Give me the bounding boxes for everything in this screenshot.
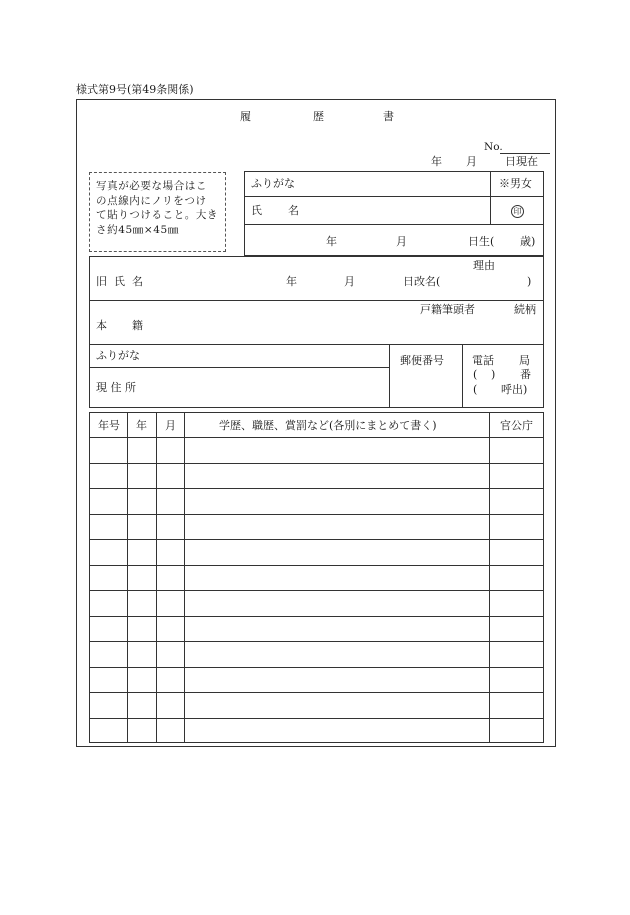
- history-cell-era[interactable]: [90, 566, 126, 590]
- postal-code-label: 郵便番号: [400, 354, 444, 367]
- domicile-label-2: 籍: [132, 319, 143, 332]
- history-cell-month[interactable]: [157, 719, 183, 743]
- birth-day: 日生(: [468, 235, 495, 248]
- former-name-year: 年: [286, 275, 297, 288]
- history-cell-month[interactable]: [157, 464, 183, 488]
- history-cell-era[interactable]: [90, 489, 126, 513]
- history-cell-description[interactable]: [185, 464, 488, 488]
- history-cell-year[interactable]: [128, 540, 155, 564]
- history-cell-year[interactable]: [128, 668, 155, 692]
- history-cell-office[interactable]: [490, 515, 543, 539]
- history-cell-year[interactable]: [128, 642, 155, 666]
- history-cell-month[interactable]: [157, 642, 183, 666]
- history-cell-year[interactable]: [128, 566, 155, 590]
- history-cell-month[interactable]: [157, 693, 183, 717]
- history-cell-era[interactable]: [90, 617, 126, 641]
- history-cell-year[interactable]: [128, 489, 155, 513]
- name-label-1: 氏: [251, 204, 262, 217]
- photo-note-line-3: て貼りつけること。大き: [96, 209, 219, 221]
- former-name-close: ): [527, 275, 532, 288]
- history-cell-era[interactable]: [90, 591, 126, 615]
- relation-label: 続柄: [514, 303, 536, 316]
- former-name-label-3: 名: [132, 275, 143, 288]
- former-name-label-1: 旧: [96, 275, 107, 288]
- history-header-year: 年: [136, 419, 147, 432]
- name-furigana-label: ふりがな: [251, 177, 295, 190]
- history-cell-month[interactable]: [157, 668, 183, 692]
- former-name-month: 月: [344, 275, 355, 288]
- history-cell-year[interactable]: [128, 438, 155, 462]
- history-cell-office[interactable]: [490, 464, 543, 488]
- photo-area[interactable]: [89, 172, 226, 252]
- history-cell-office[interactable]: [490, 617, 543, 641]
- history-cell-description[interactable]: [185, 489, 488, 513]
- history-cell-office[interactable]: [490, 668, 543, 692]
- history-cell-month[interactable]: [157, 617, 183, 641]
- number-underline[interactable]: [500, 153, 550, 154]
- photo-note-line-2: の点線内にノリをつけ: [96, 194, 207, 207]
- former-name-reason: 理由: [473, 259, 495, 272]
- date-month: 月: [466, 155, 477, 168]
- history-cell-description[interactable]: [185, 591, 488, 615]
- address-label: 現 住 所: [96, 381, 136, 394]
- history-cell-era[interactable]: [90, 540, 126, 564]
- history-cell-office[interactable]: [490, 438, 543, 462]
- phone-call-label: 呼出): [501, 383, 528, 396]
- history-cell-era[interactable]: [90, 464, 126, 488]
- history-cell-month[interactable]: [157, 540, 183, 564]
- history-cell-era[interactable]: [90, 719, 126, 743]
- photo-note-line-4: さ約45㎜×45㎜: [96, 223, 179, 236]
- history-header-office: 官公庁: [500, 419, 533, 432]
- history-cell-description[interactable]: [185, 693, 488, 717]
- address-furigana-label: ふりがな: [96, 349, 140, 362]
- history-cell-year[interactable]: [128, 693, 155, 717]
- history-cell-month[interactable]: [157, 591, 183, 615]
- history-cell-description[interactable]: [185, 515, 488, 539]
- head-of-family-label: 戸籍筆頭者: [420, 303, 475, 316]
- history-header-month: 月: [165, 419, 176, 432]
- name-label-2: 名: [288, 204, 299, 217]
- history-cell-office[interactable]: [490, 489, 543, 513]
- history-cell-office[interactable]: [490, 642, 543, 666]
- phone-close-paren: ): [491, 368, 496, 381]
- phone-call-open: (: [473, 383, 478, 396]
- photo-note-line-1: 写真が必要な場合はこ: [96, 180, 207, 192]
- form-number-label: 様式第9号(第49条関係): [76, 83, 194, 96]
- history-cell-description[interactable]: [185, 540, 488, 564]
- history-cell-month[interactable]: [157, 566, 183, 590]
- title-char-1: 履: [240, 110, 251, 123]
- history-cell-office[interactable]: [490, 566, 543, 590]
- history-cell-year[interactable]: [128, 464, 155, 488]
- birth-year: 年: [326, 235, 337, 248]
- history-cell-month[interactable]: [157, 438, 183, 462]
- history-cell-description[interactable]: [185, 719, 488, 743]
- history-header-description: 学歴、職歴、賞罰など(各別にまとめて書く): [219, 419, 437, 432]
- date-year: 年: [431, 155, 442, 168]
- history-cell-office[interactable]: [490, 693, 543, 717]
- history-cell-year[interactable]: [128, 617, 155, 641]
- former-name-label-2: 氏: [114, 275, 125, 288]
- history-cell-era[interactable]: [90, 515, 126, 539]
- sex-field[interactable]: ※男女: [499, 177, 532, 190]
- former-name-changed: 日改名(: [403, 275, 441, 288]
- history-cell-description[interactable]: [185, 642, 488, 666]
- history-header-era: 年号: [98, 419, 120, 432]
- history-cell-year[interactable]: [128, 591, 155, 615]
- history-cell-year[interactable]: [128, 719, 155, 743]
- history-cell-year[interactable]: [128, 515, 155, 539]
- title-char-2: 歴: [313, 110, 324, 123]
- history-cell-description[interactable]: [185, 617, 488, 641]
- phone-exchange-label: 局: [519, 354, 530, 367]
- history-cell-description[interactable]: [185, 668, 488, 692]
- history-cell-description[interactable]: [185, 566, 488, 590]
- history-cell-month[interactable]: [157, 515, 183, 539]
- phone-number-label: 番: [520, 368, 531, 381]
- history-cell-era[interactable]: [90, 693, 126, 717]
- history-cell-office[interactable]: [490, 719, 543, 743]
- seal-icon: 印: [511, 205, 524, 218]
- phone-open-paren: (: [473, 368, 478, 381]
- history-cell-era[interactable]: [90, 642, 126, 666]
- history-cell-month[interactable]: [157, 489, 183, 513]
- domicile-label-1: 本: [96, 319, 107, 332]
- title-char-3: 書: [383, 110, 394, 123]
- history-cell-era[interactable]: [90, 668, 126, 692]
- history-cell-description[interactable]: [185, 438, 488, 462]
- history-cell-era[interactable]: [90, 438, 126, 462]
- date-day-as-of: 日現在: [505, 155, 538, 168]
- history-cell-office[interactable]: [490, 540, 543, 564]
- age-label: 歳): [520, 235, 536, 248]
- history-cell-office[interactable]: [490, 591, 543, 615]
- number-label: No.: [484, 141, 503, 153]
- phone-label: 電話: [472, 354, 494, 367]
- birth-month: 月: [396, 235, 407, 248]
